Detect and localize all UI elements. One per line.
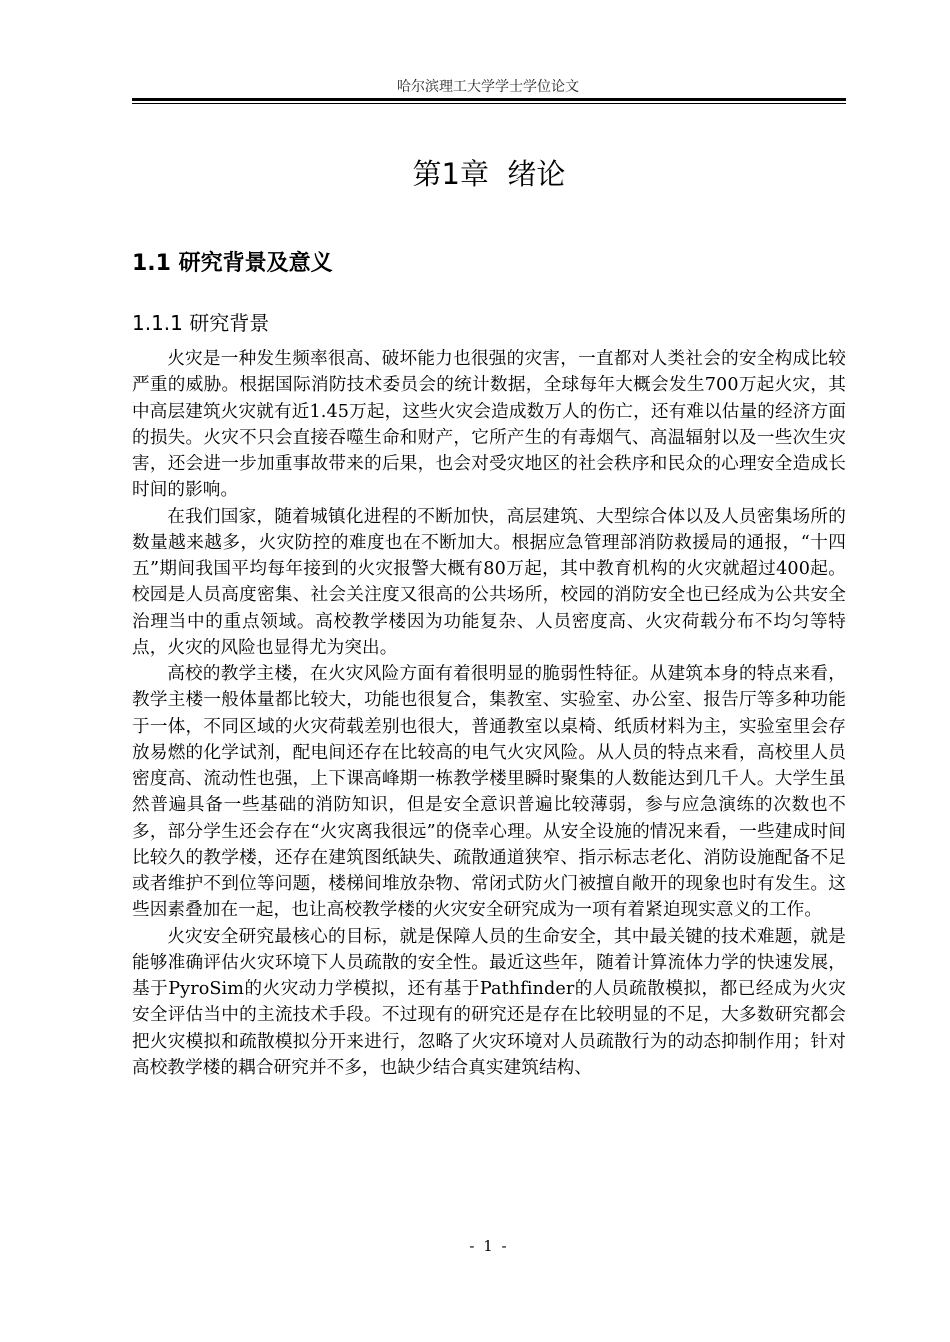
- running-header: 哈尔滨理工大学学士学位论文: [397, 79, 579, 95]
- paragraph-2: 在我们国家，随着城镇化进程的不断加快，高层建筑、大型综合体以及人员密集场所的数量越来越多，火灾防控的难度也在不断加大。根据应急管理部消防救援局的通报，“十四五”期间我国平均每年接到的火灾报警大概有80万起，其中教育机构的火灾就超过400起。校园是人员高度密集、社会关注度又很高的公共场所，校园的消防安全也已经成为公共安全治理当中的重点领域。高校教学楼因为功能复杂、人员密度高、火灾荷载分布不均匀等特点，火灾的风险也显得尤为突出。: [132, 506, 846, 658]
- chapter-title: 第1章 绪论: [412, 157, 566, 191]
- subsection-title: 1.1.1 研究背景: [132, 311, 270, 335]
- section-title: 1.1 研究背景及意义: [132, 251, 333, 276]
- body-text: [132, 346, 846, 1081]
- header-rule-thick: [132, 98, 846, 101]
- paragraph-4: 火灾安全研究最核心的目标，就是保障人员的生命安全，其中最关键的技术难题，就是能够准确评估火灾环境下人员疏散的安全性。最近这些年，随着计算流体力学的快速发展，基于PyroSim的火灾动力学模拟，还有基于Pathfinder的人员疏散模拟，都已经成为火灾安全评估当中的主流技术手段。不过现有的研究还是存在比较明显的不足，大多数研究都会把火灾模拟和疏散模拟分开来进行，忽略了火灾环境对人员疏散行为的动态抑制作用；针对高校教学楼的耦合研究并不多，也缺少结合真实建筑结构、: [132, 926, 846, 1078]
- paragraph-1: 火灾是一种发生频率很高、破坏能力也很强的灾害，一直都对人类社会的安全构成比较严重的威胁。根据国际消防技术委员会的统计数据，全球每年大概会发生700万起火灾，其中高层建筑火灾就有近1.45万起，这些火灾会造成数万人的伤亡，还有难以估量的经济方面的损失。火灾不只会直接吞噬生命和财产，它所产生的有毒烟气、高温辐射以及一些次生灾害，还会进一步加重事故带来的后果，也会对受灾地区的社会秩序和民众的心理安全造成长时间的影响。: [132, 349, 846, 501]
- paragraph-3: 高校的教学主楼，在火灾风险方面有着很明显的脆弱性特征。从建筑本身的特点来看，教学主楼一般体量都比较大，功能也很复合，集教室、实验室、办公室、报告厅等多种功能于一体，不同区域的火灾荷载差别也很大，普通教室以桌椅、纸质材料为主，实验室里会存放易燃的化学试剂，配电间还存在比较高的电气火灾风险。从人员的特点来看，高校里人员密度高、流动性也强，上下课高峰期一栋教学楼里瞬时聚集的人数能达到几千人。大学生虽然普遍具备一些基础的消防知识，但是安全意识普遍比较薄弱，参与应急演练的次数也不多，部分学生还会存在“火灾离我很远”的侥幸心理。从安全设施的情况来看，一些建成时间比较久的教学楼，还存在建筑图纸缺失、疏散通道狭窄、指示标志老化、消防设施配备不足或者维护不到位等问题，楼梯间堆放杂物、常闭式防火门被擅自敞开的现象也时有发生。这些因素叠加在一起，也让高校教学楼的火灾安全研究成为一项有着紧迫现实意义的工作。: [132, 664, 846, 921]
- header-rule-thin: [132, 103, 846, 104]
- page-number: - 1 -: [469, 1237, 509, 1255]
